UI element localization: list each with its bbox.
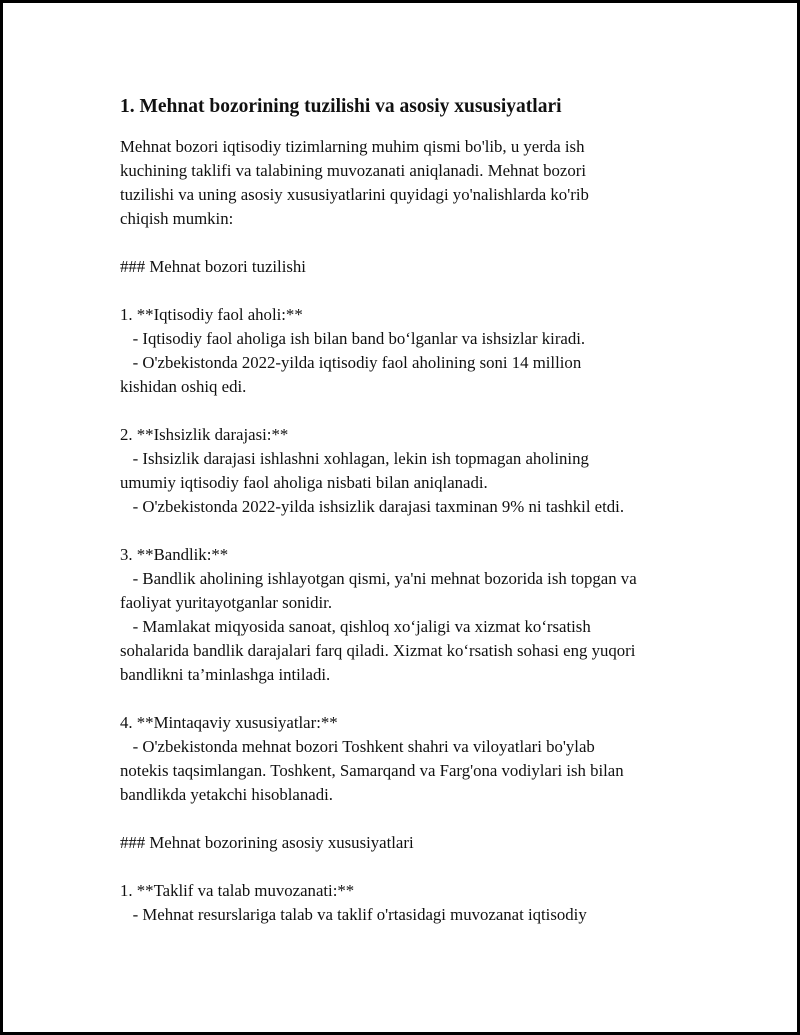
list-item-supply-demand: 1. **Taklif va talab muvozanati:** - Mehnat resurslariga talab va taklif o'rtasidagi muvozanat iqtisodiy bbox=[120, 881, 587, 924]
section-heading-structure: ### Mehnat bozori tuzilishi bbox=[120, 257, 306, 276]
list-item-regional-features: 4. **Mintaqaviy xususiyatlar:** - O'zbekistonda mehnat bozori Toshkent shahri va viloyatlari bo'ylab notekis taqsimlangan. Toshkent, Samarqand va Farg'ona vodiylari ish bilan bandlikda yetakchi hisoblanadi. bbox=[120, 713, 624, 804]
list-item-employment: 3. **Bandlik:** - Bandlik aholining ishlayotgan qismi, ya'ni mehnat bozorida ish topgan va faoliyat yuritayotganlar sonidir. - Mamlakat miqyosida sanoat, qishloq xo‘jaligi va xizmat ko‘rsatish sohalarida bandlik darajalari farq qiladi. Xizmat ko‘rsatish sohasi eng yuqori bandlikni ta’minlashga intiladi. bbox=[120, 545, 637, 684]
document-content bbox=[120, 93, 760, 927]
spacer bbox=[120, 519, 760, 543]
spacer bbox=[120, 687, 760, 711]
intro-paragraph: Mehnat bozori iqtisodiy tizimlarning muhim qismi bo'lib, u yerda ish kuchining taklifi va talabining muvozanati aniqlanadi. Mehnat bozori tuzilishi va uning asosiy xususiyatlarini quyidagi yo'nalishlarda ko'rib chiqish mumkin: bbox=[120, 137, 589, 228]
section-heading-features: ### Mehnat bozorining asosiy xususiyatlari bbox=[120, 833, 414, 852]
document-title: 1. Mehnat bozorining tuzilishi va asosiy xususiyatlari bbox=[120, 96, 562, 117]
list-item-unemployment-rate: 2. **Ishsizlik darajasi:** - Ishsizlik darajasi ishlashni xohlagan, lekin ish topmagan aholining umumiy iqtisodiy faol aholiga nisbati bilan aniqlanadi. - O'zbekistonda 2022-yilda ishsizlik darajasi taxminan 9% ni tashkil etdi. bbox=[120, 425, 625, 516]
spacer bbox=[120, 231, 760, 255]
spacer bbox=[120, 855, 760, 879]
spacer bbox=[120, 279, 760, 303]
list-item-economically-active: 1. **Iqtisodiy faol aholi:** - Iqtisodiy faol aholiga ish bilan band bo‘lganlar va ishsizlar kiradi. - O'zbekistonda 2022-yilda iqtisodiy faol aholining soni 14 million kishidan oshiq edi. bbox=[120, 305, 586, 396]
spacer bbox=[120, 807, 760, 831]
spacer bbox=[120, 399, 760, 423]
